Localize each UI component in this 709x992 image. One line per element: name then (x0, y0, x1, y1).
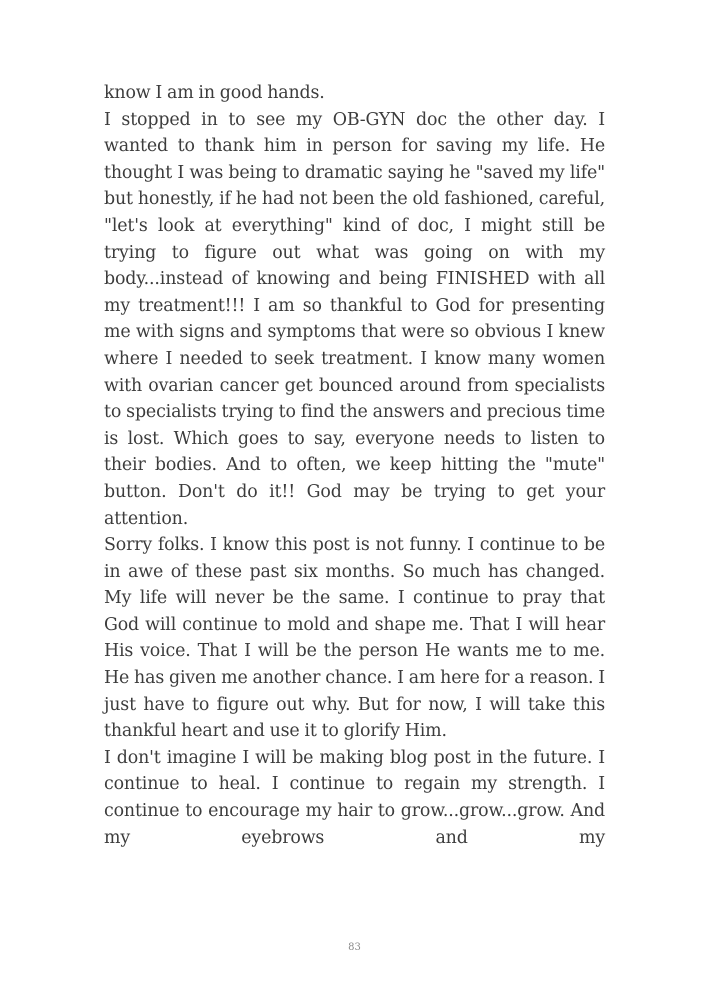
paragraph-future: I don't imagine I will be making blog post in the future. I continue to heal. I continue to regain my strength. I continue to encourage my hair to grow...grow...grow. And my eyebrows and my (104, 747, 605, 848)
paragraph-reflection: Sorry folks. I know this post is not funny. I continue to be in awe of these past six months. So much has changed. My life will never be the same. I continue to pray that God will continue to mold and shape me. That I will hear His voice. That I will be the person He wants me to me. He has given me another chance. I am here for a reason. I just have to figure out why. But for now, I will take this thankful heart and use it to glorify Him. (104, 535, 605, 742)
paragraph-ob-gyn-visit: I stopped in to see my OB-GYN doc the other day. I wanted to thank him in person for saving my life. He thought I was being to dramatic saying he "saved my life" but honestly, if he had not been the old fashioned, careful, "let's look at everything" kind of doc, I might still be trying to figure out what was going on with my body...instead of knowing and being FINISHED with all my treatment!!! I am so thankful to God for presenting me with signs and symptoms that were so obvious I knew where I needed to seek treatment. I know many women with ovarian cancer get bounced around from specialists to specialists trying to find the answers and precious time is lost. Which goes to say, everyone needs to listen to their bodies. And to often, we keep hitting the "mute" button. Don't do it!! God may be trying to get your attention. (104, 109, 605, 529)
page-number: 83 (348, 942, 361, 953)
body-text (104, 80, 605, 851)
paragraph-continuation: know I am in good hands. (104, 83, 325, 103)
